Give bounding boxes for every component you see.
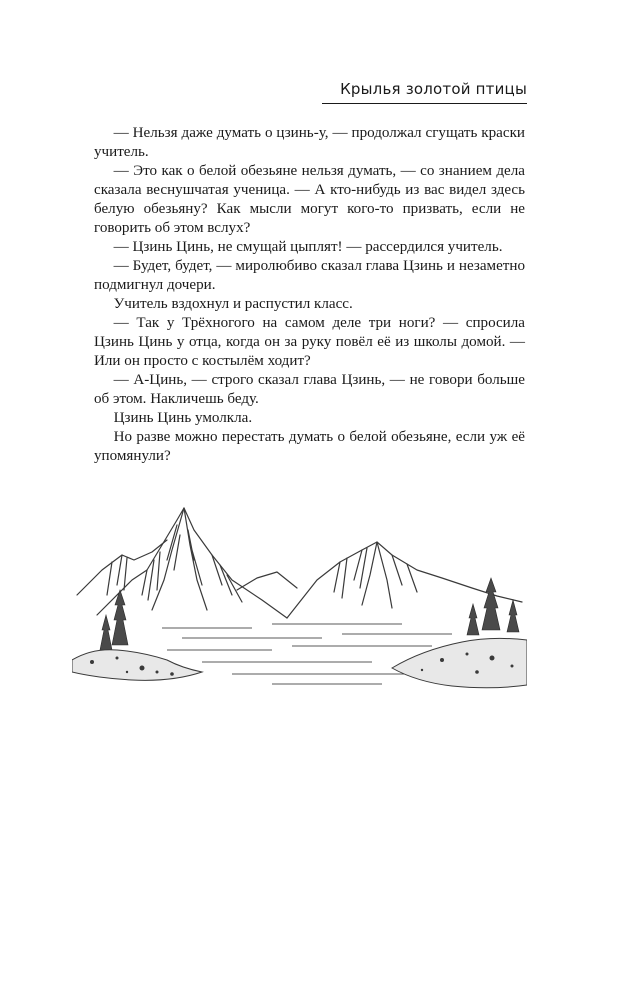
paragraph: Но разве можно перестать думать о белой обезьяне, если уж её упомянули? xyxy=(94,429,525,464)
body-text xyxy=(94,124,525,466)
paragraph: — Будет, будет, — миролюбиво сказал глава Цзинь и незаметно подмигнул дочери. xyxy=(94,258,525,293)
paragraph: — Нельзя даже думать о цзинь-у, — продолжал сгущать краски учитель. xyxy=(94,125,525,160)
mountain-lake-illustration xyxy=(72,500,527,700)
paragraph: — Так у Трёхногого на самом деле три ноги? — спросила Цзинь Цинь у отца, когда он за руку повёл её из школы домой. — Или он просто с костылём ходит? xyxy=(94,315,525,369)
paragraph: — Цзинь Цинь, не смущай цыплят! — рассердился учитель. xyxy=(113,239,503,255)
paragraph: Учитель вздохнул и распустил класс. xyxy=(113,296,353,312)
running-title: Крылья золотой птицы xyxy=(340,80,527,98)
paragraph: Цзинь Цинь умолкла. xyxy=(113,410,253,426)
paragraph: — А-Цинь, — строго сказал глава Цзинь, — не говори больше об этом. Накличешь беду. xyxy=(94,372,525,407)
main-peak-outline xyxy=(97,508,287,618)
header-rule xyxy=(322,103,527,104)
paragraph: — Это как о белой обезьяне нельзя думать, — со знанием дела сказала веснушчатая ученица. — А кто-нибудь из вас видел здесь белую обезьяну? Как мысли могут кого-то призвать, если не говорить об этом вслух? xyxy=(94,163,525,236)
left-shore xyxy=(72,650,202,681)
